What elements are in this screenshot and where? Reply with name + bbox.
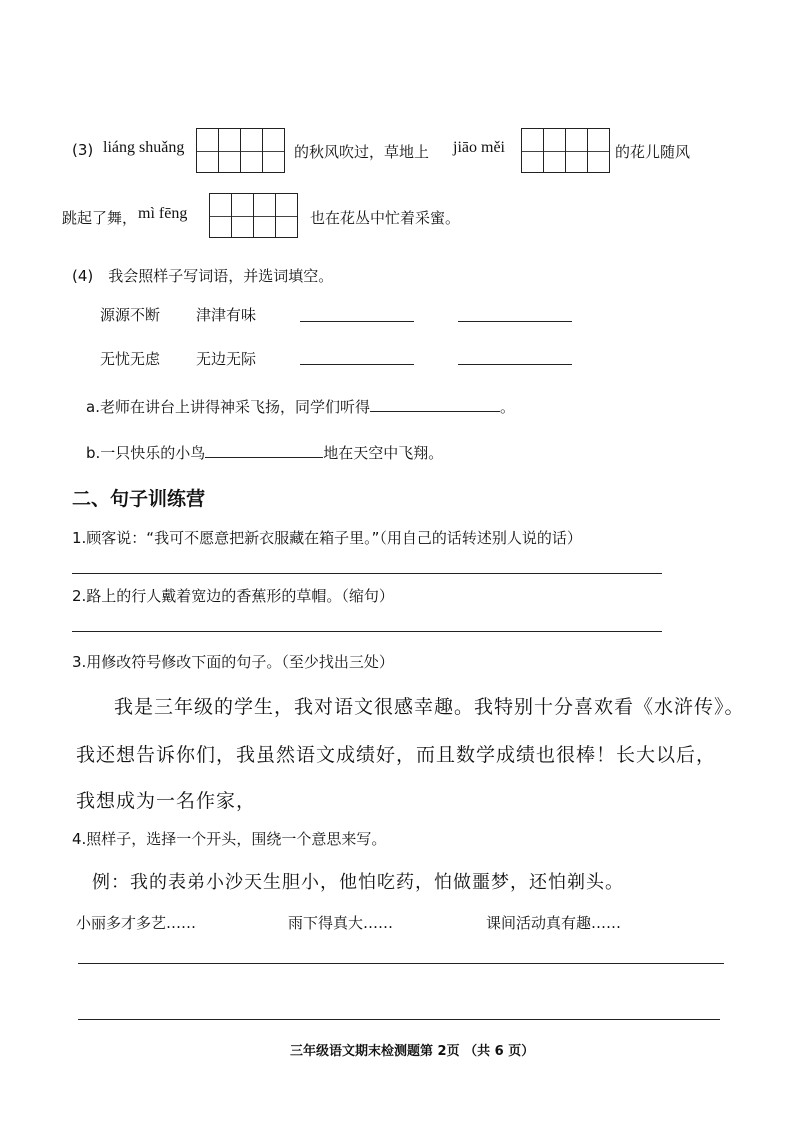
s3-paragraph-line-2: 我还想告诉你们，我虽然语文成绩好，而且数学成绩也很棒！长大以后， (76, 744, 717, 766)
q3-text-3: 也在花丛中忙着采蜜。 (310, 209, 461, 227)
char-grid-liangshuang[interactable] (196, 128, 285, 173)
q3-text-2: 的花儿随风 (615, 143, 691, 161)
q4-blank-2[interactable] (458, 321, 572, 322)
q4-word-3: 无忧无虑 (100, 350, 161, 368)
pinyin-liangshuang: liáng shuǎng (103, 139, 185, 156)
q4-blank-1[interactable] (300, 321, 414, 322)
s4-option-1: 小丽多才多艺…… (76, 914, 197, 932)
q4-a-before: a.老师在讲台上讲得神采飞扬，同学们听得 (86, 398, 370, 416)
q4-blank-3[interactable] (300, 364, 414, 365)
page-footer: 三年级语文期末检测题第 2页 （共 6 页） (290, 1044, 535, 1059)
q4-word-1: 源源不断 (100, 306, 161, 324)
q4-a-after: 。 (499, 398, 515, 416)
q4-sentence-a (86, 396, 515, 417)
pinyin-mifeng: mì fēng (138, 205, 188, 222)
s1-prompt: 1.顾客说：“我可不愿意把新衣服藏在箱子里。”（用自己的话转述别人说的话） (72, 529, 582, 547)
s3-prompt: 3.用修改符号修改下面的句子。（至少找出三处） (72, 653, 394, 671)
q3-label: (3) (72, 141, 94, 159)
q4-b-before: b.一只快乐的小鸟 (86, 444, 206, 462)
s3-paragraph-line-1: 我是三年级的学生，我对语文很感幸趣。我特别十分喜欢看《水浒传》。 (114, 696, 745, 718)
s2-answer-line[interactable] (72, 631, 662, 632)
q3-line2-start: 跳起了舞， (62, 209, 138, 227)
q4-word-4: 无边无际 (196, 350, 257, 368)
s4-option-2: 雨下得真大…… (288, 914, 394, 932)
s3-paragraph-line-3: 我想成为一名作家， (76, 790, 257, 812)
q4-b-after: 地在天空中飞翔。 (323, 444, 444, 462)
q4-title: (4) 我会照样子写词语，并选词填空。 (72, 267, 334, 285)
q4-a-blank[interactable] (370, 397, 500, 412)
q4-blank-4[interactable] (458, 364, 572, 365)
char-grid-jiaomei[interactable] (521, 128, 610, 173)
q3-text-1: 的秋风吹过，草地上 (294, 143, 430, 161)
char-grid-mifeng[interactable] (209, 193, 298, 238)
q4-word-2: 津津有味 (196, 306, 257, 324)
s4-example: 例：我的表弟小沙天生胆小，他怕吃药，怕做噩梦，还怕剃头。 (92, 872, 624, 893)
s2-prompt: 2.路上的行人戴着宽边的香蕉形的草帽。（缩句） (72, 587, 394, 605)
section-heading: 二、句子训练营 (72, 488, 206, 510)
s1-answer-line[interactable] (72, 573, 662, 574)
s4-answer-line-1[interactable] (78, 963, 724, 964)
s4-prompt: 4.照样子，选择一个开头，围绕一个意思来写。 (72, 830, 387, 848)
q4-b-blank[interactable] (205, 443, 323, 458)
pinyin-jiaomei: jiāo měi (453, 139, 505, 156)
q4-sentence-b (86, 442, 443, 463)
s4-option-3: 课间活动真有趣…… (486, 914, 622, 932)
s4-answer-line-2[interactable] (78, 1019, 720, 1020)
